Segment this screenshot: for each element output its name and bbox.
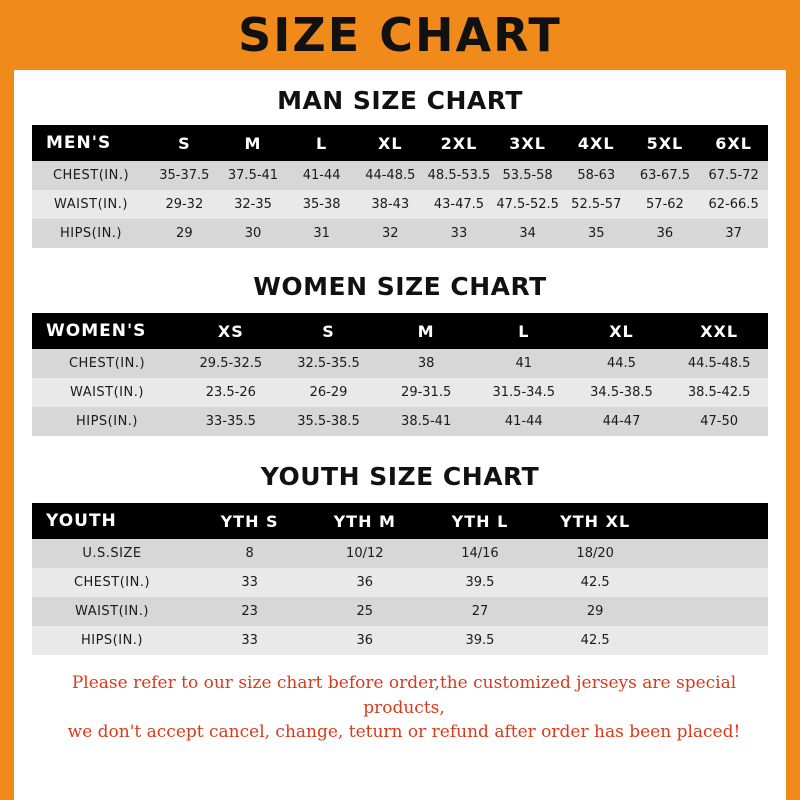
table-cell: 38	[377, 349, 475, 378]
table-cell: 33	[425, 219, 494, 248]
table-cell: 10/12	[307, 539, 422, 568]
table-header-cell: XXL	[670, 313, 768, 349]
footer-note	[28, 655, 780, 745]
table-cell: 42.5	[538, 568, 653, 597]
table-header-cell	[653, 503, 768, 539]
table-cell: 25	[307, 597, 422, 626]
table-cell: 41	[475, 349, 573, 378]
table-cell: 35.5-38.5	[280, 407, 378, 436]
table-cell: 57-62	[631, 190, 700, 219]
table-cell: 39.5	[422, 568, 537, 597]
table-cell: 27	[422, 597, 537, 626]
table-cell: 33-35.5	[182, 407, 280, 436]
row-label: CHEST(IN.)	[32, 568, 192, 597]
table-cell: 34.5-38.5	[573, 378, 671, 407]
table-cell: 38.5-41	[377, 407, 475, 436]
row-label: HIPS(IN.)	[32, 407, 182, 436]
table-header-cell: YTH M	[307, 503, 422, 539]
table-cell: 48.5-53.5	[425, 161, 494, 190]
table-cell: 52.5-57	[562, 190, 631, 219]
table-header-cell: 5XL	[631, 125, 700, 161]
table-cell: 32.5-35.5	[280, 349, 378, 378]
table-cell: 34	[493, 219, 562, 248]
table-cell: 39.5	[422, 626, 537, 655]
table-cell: 38.5-42.5	[670, 378, 768, 407]
table-cell: 63-67.5	[631, 161, 700, 190]
footer-note-line-2: we don't accept cancel, change, teturn or refund after order has been placed!	[67, 722, 741, 743]
table-cell: 31.5-34.5	[475, 378, 573, 407]
table-header-cell: M	[219, 125, 288, 161]
table-cell: 44-47	[573, 407, 671, 436]
table-cell: 14/16	[422, 539, 537, 568]
table-cell: 32-35	[219, 190, 288, 219]
table-cell: 32	[356, 219, 425, 248]
table-header-row	[32, 313, 768, 349]
table-cell: 36	[307, 626, 422, 655]
table-header-row	[32, 503, 768, 539]
table-row	[32, 161, 768, 190]
table-cell: 47.5-52.5	[493, 190, 562, 219]
row-label: CHEST(IN.)	[32, 349, 182, 378]
table-row	[32, 597, 768, 626]
women-section-title: WOMEN SIZE CHART	[253, 272, 547, 301]
table-cell: 58-63	[562, 161, 631, 190]
table-cell: 42.5	[538, 626, 653, 655]
table-header-cell: 2XL	[425, 125, 494, 161]
table-cell: 35-38	[287, 190, 356, 219]
table-cell: 33	[192, 626, 307, 655]
table-row	[32, 349, 768, 378]
women-size-table	[32, 313, 768, 436]
table-row	[32, 626, 768, 655]
table-cell: 53.5-58	[493, 161, 562, 190]
table-header-cell: YTH XL	[538, 503, 653, 539]
content	[14, 86, 786, 745]
table-cell: 23	[192, 597, 307, 626]
table-cell: 33	[192, 568, 307, 597]
table-cell	[653, 539, 768, 568]
table-row	[32, 407, 768, 436]
youth-section-title: YOUTH SIZE CHART	[260, 462, 540, 491]
table-cell: 29	[150, 219, 219, 248]
row-label: WAIST(IN.)	[32, 378, 182, 407]
table-cell: 23.5-26	[182, 378, 280, 407]
table-header-cell: YTH S	[192, 503, 307, 539]
table-cell: 36	[307, 568, 422, 597]
table-cell: 31	[287, 219, 356, 248]
table-cell: 47-50	[670, 407, 768, 436]
table-header-cell: M	[377, 313, 475, 349]
table-cell: 62-66.5	[699, 190, 768, 219]
table-cell	[653, 597, 768, 626]
banner	[0, 0, 800, 70]
table-cell: 35-37.5	[150, 161, 219, 190]
table-cell: 37.5-41	[219, 161, 288, 190]
table-cell: 43-47.5	[425, 190, 494, 219]
table-header-cell: S	[280, 313, 378, 349]
youth-size-table	[32, 503, 768, 655]
table-header-cell: XS	[182, 313, 280, 349]
row-label: CHEST(IN.)	[32, 161, 150, 190]
row-label: HIPS(IN.)	[32, 626, 192, 655]
row-label: HIPS(IN.)	[32, 219, 150, 248]
page-title: SIZE CHART	[238, 8, 562, 62]
table-cell: 29-32	[150, 190, 219, 219]
table-cell: 44.5	[573, 349, 671, 378]
men-size-table	[32, 125, 768, 248]
table-header-cell: 6XL	[699, 125, 768, 161]
table-header-cell: WOMEN'S	[32, 313, 182, 349]
table-cell: 30	[219, 219, 288, 248]
men-section-title: MAN SIZE CHART	[277, 86, 523, 115]
table-cell: 44-48.5	[356, 161, 425, 190]
row-label: WAIST(IN.)	[32, 190, 150, 219]
table-header-cell: 4XL	[562, 125, 631, 161]
table-cell: 35	[562, 219, 631, 248]
row-label: WAIST(IN.)	[32, 597, 192, 626]
table-cell: 41-44	[287, 161, 356, 190]
table-cell: 29.5-32.5	[182, 349, 280, 378]
table-cell: 29-31.5	[377, 378, 475, 407]
table-cell: 29	[538, 597, 653, 626]
table-cell: 18/20	[538, 539, 653, 568]
table-header-cell: L	[475, 313, 573, 349]
table-header-cell: S	[150, 125, 219, 161]
table-header-cell: YTH L	[422, 503, 537, 539]
table-cell: 26-29	[280, 378, 378, 407]
table-cell: 36	[631, 219, 700, 248]
table-header-row	[32, 125, 768, 161]
table-header-cell: YOUTH	[32, 503, 192, 539]
table-cell: 44.5-48.5	[670, 349, 768, 378]
table-cell: 8	[192, 539, 307, 568]
table-cell	[653, 626, 768, 655]
row-label: U.S.SIZE	[32, 539, 192, 568]
table-row	[32, 568, 768, 597]
footer-note-line-1: Please refer to our size chart before order,the customized jerseys are special products,	[71, 673, 737, 718]
table-row	[32, 190, 768, 219]
table-row	[32, 378, 768, 407]
table-header-cell: MEN'S	[32, 125, 150, 161]
table-header-cell: XL	[573, 313, 671, 349]
table-header-cell: XL	[356, 125, 425, 161]
table-cell: 38-43	[356, 190, 425, 219]
table-cell: 67.5-72	[699, 161, 768, 190]
table-cell	[653, 568, 768, 597]
table-cell: 41-44	[475, 407, 573, 436]
table-cell: 37	[699, 219, 768, 248]
table-header-cell: L	[287, 125, 356, 161]
table-header-cell: 3XL	[493, 125, 562, 161]
table-row	[32, 539, 768, 568]
table-row	[32, 219, 768, 248]
